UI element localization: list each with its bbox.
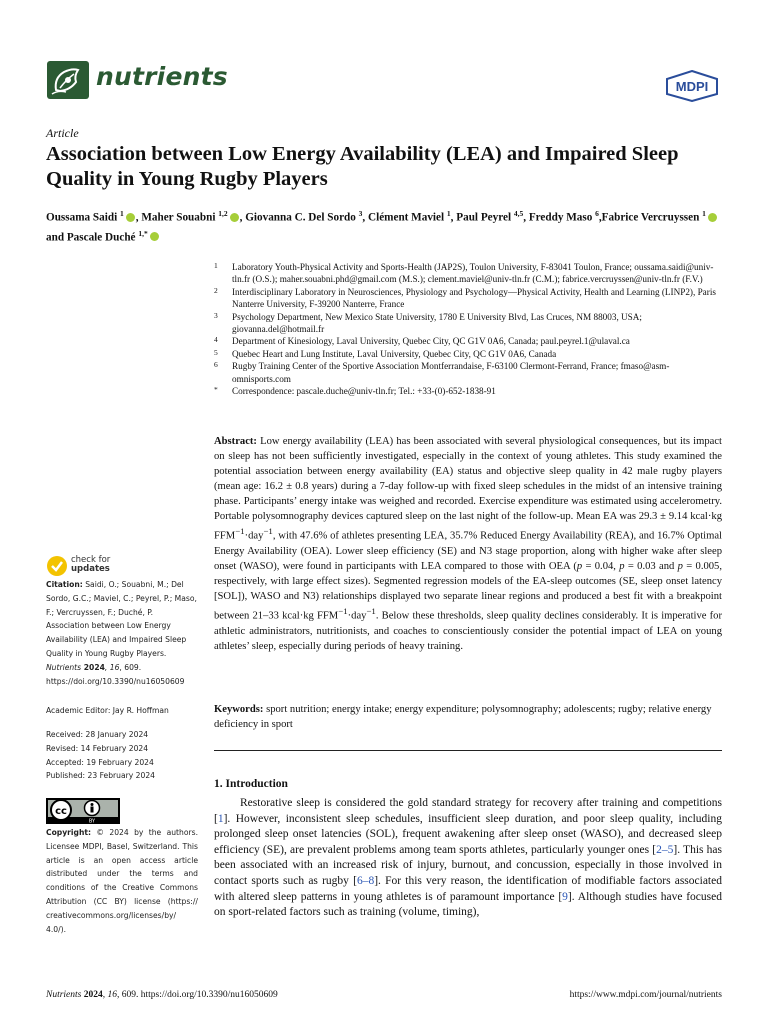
affiliation-item bbox=[214, 335, 724, 347]
citation-label: Citation: bbox=[46, 580, 83, 589]
introduction-paragraph: Restorative sleep is considered the gold standard strategy for recovery after training and competitions [1]. However, inconsistent sleep schedules, insufficient sleep duration, and poor sleep quality, including prolonged sleep onset latencies (SOL), frequent awakening after sleep onset (WASO), and decreased sleep efficiency (SE), are prevalent problems among team sports athletes, particularly younger ones [2–5]. This has been associated with an increased risk of injury, burnout, and concussion, especially in those involved in contact sports such as rugby [6–8]. For this very reason, the identification of modifiable factors associated with altered sleep patterns in young athletes is of paramount importance [9]. Although studies have focused on sport-related factors such as training (volume, timing), bbox=[214, 797, 722, 919]
affiliation-text: Interdisciplinary Laboratory in Neurosciences, Physiology and Psychology—Physical Activity, Health and Learning (LINP2), Paris Nanterre University, F-39200 Nanterre, France bbox=[232, 286, 716, 310]
abstract: Abstract: Low energy availability (LEA) has been associated with several physiological consequences, but its impact on sleep has not been sufficiently investigated, especially in the context of young athletes. This study examined the potential association between energy availability (EA) status and objective sleep quality in 42 male rugby players (mean age: 16.2 ± 0.8 years) during a 7-day follow-up with fixed sleep schedules in the midst of an intensive training phase. Participants’ energy intake was weighed and recorded. Exercise expenditure was estimated using accelerometry. Portable polysomnography devices captured sleep on the last night of the follow-up. Mean EA was 29.3 ± 9.14 kcal·kg $FFM^{-1}\cdot day^{-1}$, with 47.6% of athletes presenting LEA, 35.7% Reduced Energy Availability (REA), and 16.7% Optimal Energy Availability (OEA). Lower sleep efficiency (SE) and N3 stage proportion, along with higher wake after sleep onset (WASO), were found in participants with LEA compared to those with OEA (p = 0.04, p = 0.03 and p = 0.005, respectively, with large effect sizes). Segmented regression models of the EA-sleep outcomes (SE, sleep onset latency [SOL]), WASO and N3) relationships displayed two separate linear regions and produced a best fit with a breakpoint between 21–33 kcal·kg $FFM^{-1}\cdot day^{-1}$. Below these thresholds, sleep quality declines considerably. It is imperative for athletic administrators, nutritionists, and coaches to conscientiously consider the potential impact of LEA on young athletes’ sleep, especially during periods of heavy training. bbox=[214, 436, 723, 652]
check-for-updates-icon[interactable] bbox=[46, 555, 68, 577]
author-name: Giovanna C. Del Sordo bbox=[245, 211, 356, 224]
section-divider bbox=[214, 750, 722, 751]
svg-text:BY: BY bbox=[88, 818, 96, 824]
affiliation-number: 4 bbox=[214, 335, 218, 345]
citation-link[interactable]: 6–8 bbox=[356, 874, 375, 887]
copyright-label: Copyright: bbox=[46, 828, 92, 837]
affiliation-item bbox=[214, 360, 724, 385]
abstract-label: Abstract: bbox=[214, 436, 257, 447]
orcid-icon[interactable] bbox=[708, 213, 717, 222]
author-name: Clément Maviel bbox=[368, 211, 445, 224]
author-affiliation-marker: 3 bbox=[358, 209, 363, 218]
author-name: Fabrice Vercruyssen bbox=[601, 211, 700, 224]
author-affiliation-marker: 1,2 bbox=[218, 209, 228, 218]
revised-date: Revised: 14 February 2024 bbox=[46, 743, 149, 753]
cc-by-license-icon[interactable] bbox=[46, 798, 120, 824]
affiliation-number: 2 bbox=[214, 285, 218, 295]
affiliation-number: 3 bbox=[214, 310, 218, 320]
affiliation-number: 5 bbox=[214, 347, 218, 357]
check-for-updates-button[interactable]: check for updates bbox=[71, 555, 111, 574]
affiliation-text: Quebec Heart and Lung Institute, Laval University, Quebec City, QC G1V 0A6, Canada bbox=[232, 348, 557, 359]
author-name: Paul Peyrel bbox=[456, 211, 512, 224]
author-name: Maher Souabni bbox=[141, 211, 216, 224]
received-date: Received: 28 January 2024 bbox=[46, 730, 149, 739]
orcid-icon[interactable] bbox=[230, 213, 239, 222]
affiliation-text: Correspondence: pascale.duche@univ-tln.fr; Tel.: +33-(0)-652-1838-91 bbox=[232, 386, 496, 397]
author-affiliation-marker: 4,5 bbox=[513, 209, 524, 218]
affiliation-text: Department of Kinesiology, Laval University, Quebec City, QC G1V 0A6, Canada; paul.peyrel.1@ulaval.ca bbox=[232, 336, 630, 347]
affiliation-text: Rugby Training Center of the Sportive Association Montferrandaise, F-63100 Clermont-Ferrand, France; fmaso@asm-omnisports.com bbox=[232, 361, 670, 384]
footer-citation: Nutrients 2024, 16, 609. https://doi.org/10.3390/nu16050609 bbox=[46, 990, 278, 1000]
author-affiliation-marker: 1,* bbox=[138, 228, 148, 238]
author-name: Oussama Saidi bbox=[46, 211, 118, 224]
journal-name: nutrients bbox=[96, 62, 228, 91]
keywords: Keywords: sport nutrition; energy intake; energy expenditure; polysomnography; adolescents; rugby; relative energy deficiency in sport bbox=[214, 704, 712, 731]
author-affiliation-marker: 1 bbox=[446, 209, 451, 218]
affiliation-item bbox=[214, 385, 724, 397]
orcid-icon[interactable] bbox=[126, 213, 135, 222]
author-affiliation-marker: 6 bbox=[595, 209, 599, 218]
accepted-date: Accepted: 19 February 2024 bbox=[46, 757, 154, 767]
section-heading-introduction: 1. Introduction bbox=[214, 778, 288, 790]
mdpi-logo-icon bbox=[665, 70, 719, 102]
academic-editor: Academic Editor: Jay R. Hoffman bbox=[46, 706, 169, 715]
citation-link[interactable]: 1 bbox=[217, 812, 224, 825]
keywords-label: Keywords: bbox=[214, 704, 264, 715]
orcid-icon[interactable] bbox=[150, 232, 159, 241]
author-affiliation-marker: 1 bbox=[702, 209, 706, 218]
affiliation-text: Psychology Department, New Mexico State University, 1780 E University Blvd, Las Cruces, NM 88003, USA; giovanna.del@hotmail.fr bbox=[232, 311, 642, 335]
copyright-notice: Copyright: © 2024 by the authors. Licensee MDPI, Basel, Switzerland. This article is an open access article distributed under the terms and conditions of the Creative Commons Attribution (CC BY) license (https:// creativecommons.org/licenses/by/ 4.0/). bbox=[46, 828, 198, 934]
nutrients-logo-icon bbox=[46, 60, 90, 100]
affiliation-number: 1 bbox=[214, 261, 218, 270]
footer-journal-url[interactable]: https://www.mdpi.com/journal/nutrients bbox=[569, 990, 722, 1000]
author-name: Freddy Maso bbox=[528, 211, 593, 224]
affiliation-item bbox=[214, 261, 724, 286]
svg-text:MDPI: MDPI bbox=[675, 79, 709, 94]
citation-block: Citation: Saidi, O.; Souabni, M.; Del Sordo, G.C.; Maviel, C.; Peyrel, P.; Maso, F.; Vercruyssen, F.; Duché, P. Association between Low Energy Availability (LEA) and Impaired Sleep Quality in Young Rugby Players. Nutrients 2024, 16, 609. https://doi.org/10.3390/nu16050609 bbox=[46, 580, 197, 686]
citation-link[interactable]: 2–5 bbox=[656, 843, 674, 856]
paper-title: Association between Low Energy Availability (LEA) and Impaired Sleep Quality in Young Rugby Players bbox=[46, 143, 679, 190]
affiliation-text: Laboratory Youth-Physical Activity and Sports-Health (JAP2S), Toulon University, F-83041 Toulon, France; oussama.saidi@univ-tln.fr (O.S.); maher.souabni.phd@gmail.com (M.S.); clement.maviel@univ-tln.fr (C.M.); fabrice.vercruyssen@univ-tln.fr (F.V.) bbox=[232, 262, 714, 285]
affiliation-number: * bbox=[214, 385, 218, 395]
citation-link[interactable]: 9 bbox=[562, 890, 568, 903]
affiliation-item bbox=[214, 286, 724, 311]
published-date: Published: 23 February 2024 bbox=[46, 771, 155, 781]
author-list: Oussama Saidi $^1$ , Maher Souabni $^{1,2}$ , Giovanna C. Del Sordo $^3$, Clément Maviel $^1$, Paul Peyrel $^{4,5}$, Freddy Maso $^6$,Fabrice Vercruyssen $^1$ and Pascale Duché $^{1,*}$ bbox=[46, 206, 736, 245]
author-affiliation-marker: 1 bbox=[120, 209, 124, 218]
affiliation-item bbox=[214, 311, 724, 336]
affiliation-number: 6 bbox=[214, 360, 218, 370]
affiliations bbox=[214, 261, 724, 397]
article-type: Article bbox=[46, 126, 79, 140]
publication-dates bbox=[46, 728, 198, 783]
affiliation-item bbox=[214, 348, 724, 360]
svg-text:cc: cc bbox=[55, 806, 67, 817]
author-name: Pascale Duché bbox=[66, 231, 136, 244]
